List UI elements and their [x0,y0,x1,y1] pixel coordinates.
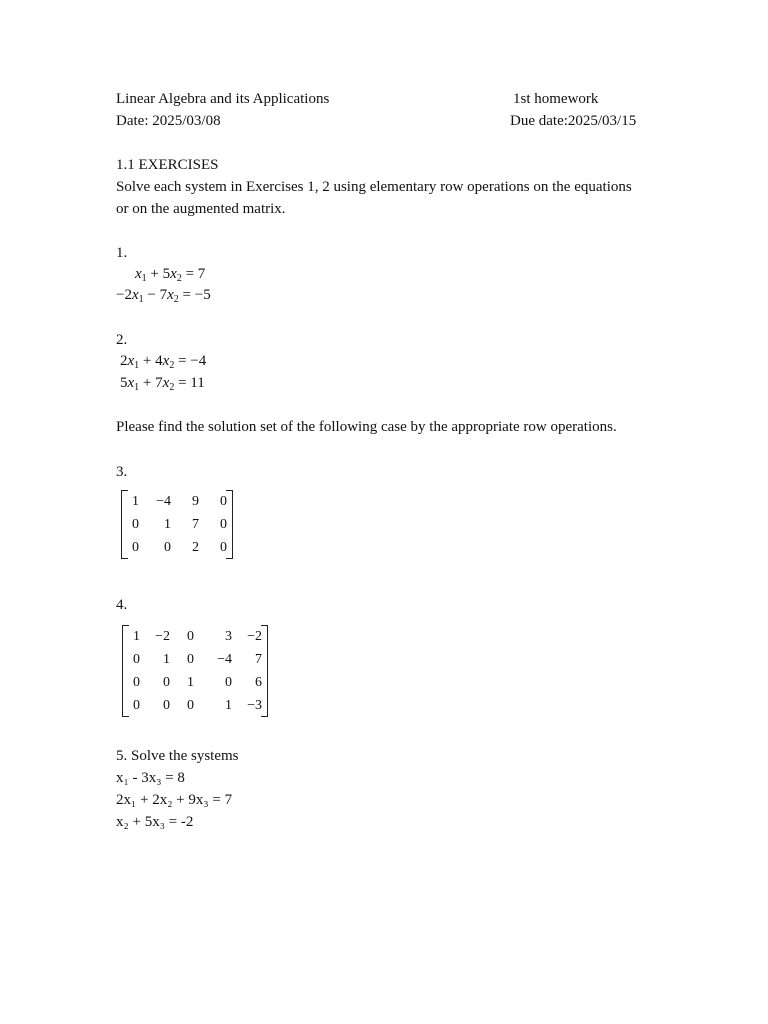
matrix-cell: 0 [163,674,170,690]
matrix-cell: 6 [255,674,262,690]
matrix-cell: −4 [156,493,171,509]
right-bracket [226,490,233,559]
coefficient: + 5 [150,266,171,282]
coefficient: 2 [120,353,128,369]
matrix-cell: 1 [164,516,171,532]
matrix-cell: 9 [192,493,199,509]
right-hand-side: = 7 [185,266,206,282]
left-bracket [121,490,128,559]
right-hand-side: = −5 [182,287,211,303]
problem-5-equation-3: x₂ + 5x₃ = -2 [116,814,194,830]
coefficient: −2 [116,287,132,303]
matrix-cell: 1 [133,628,140,644]
matrix-cell: 3 [225,628,232,644]
problem-1-number: 1. [116,245,128,261]
matrix-cell: 0 [133,674,140,690]
problem-3-number: 3. [116,464,128,480]
left-bracket [122,625,129,717]
matrix-cell: 1 [163,651,170,667]
matrix-cell: 0 [133,697,140,713]
problem-2-number: 2. [116,332,128,348]
matrix-cell: 0 [225,674,232,690]
matrix-cell: 0 [132,516,139,532]
matrix-row [130,648,262,671]
matrix-cell: 0 [220,493,227,509]
matrix-cell: 1 [187,674,194,690]
right-hand-side: = 11 [178,375,205,391]
matrix-row [129,536,227,559]
matrix-cell: 0 [163,697,170,713]
matrix-cell: 2 [192,539,199,555]
problem-5-equation-1: x₁ - 3x₃ = 8 [116,770,185,786]
matrix-cell: 0 [187,628,194,644]
problem-1-equation-1: $x_1 + 5x_2 = 7$ [135,266,206,284]
matrix-cell: 1 [225,697,232,713]
problem-3-matrix [121,490,233,559]
matrix-row [130,671,262,694]
matrix-row [130,625,262,648]
right-bracket [261,625,268,717]
instructions-line-1: Solve each system in Exercises 1, 2 using elementary row operations on the equations [116,179,632,195]
coefficient: + 4 [142,353,163,369]
matrix-cell: 0 [164,539,171,555]
matrix-cell: 7 [192,516,199,532]
problem-2-equation-1: $2x_1 + 4x_2 = -4$ [120,353,207,371]
matrix-cell: −4 [217,651,232,667]
coefficient: − 7 [147,287,168,303]
matrix-row [129,490,227,513]
matrix-cell: 0 [133,651,140,667]
matrix-cell: −3 [247,697,262,713]
matrix-cell: 0 [187,651,194,667]
issue-date: Date: 2025/03/08 [116,113,221,129]
matrix-cell: −2 [155,628,170,644]
matrix-cell: 7 [255,651,262,667]
find-solution-instruction: Please find the solution set of the following case by the appropriate row operations. [116,419,617,435]
instructions-line-2: or on the augmented matrix. [116,201,286,217]
problem-4-matrix [122,625,268,717]
coefficient: + 7 [142,375,163,391]
section-title: 1.1 EXERCISES [116,157,219,173]
right-hand-side: = −4 [178,353,207,369]
problem-2-equation-2: $5x_1 + 7x_2 = 11$ [120,375,205,393]
coefficient: 5 [120,375,128,391]
problem-5-title: 5. Solve the systems [116,748,239,764]
problem-1-equation-2: $-2x_1 - 7x_2 = -5$ [116,287,211,305]
matrix-row [129,513,227,536]
matrix-cell: 0 [220,516,227,532]
due-date: Due date:2025/03/15 [510,113,637,129]
problem-4-number: 4. [116,597,128,613]
matrix-cell: 0 [220,539,227,555]
matrix-cell: 0 [187,697,194,713]
matrix-cell: −2 [247,628,262,644]
matrix-row [130,694,262,717]
assignment-label: 1st homework [513,91,599,107]
course-title: Linear Algebra and its Applications [116,91,330,107]
matrix-cell: 0 [132,539,139,555]
matrix-cell: 1 [132,493,139,509]
problem-5-equation-2: 2x₁ + 2x₂ + 9x₃ = 7 [116,792,233,808]
